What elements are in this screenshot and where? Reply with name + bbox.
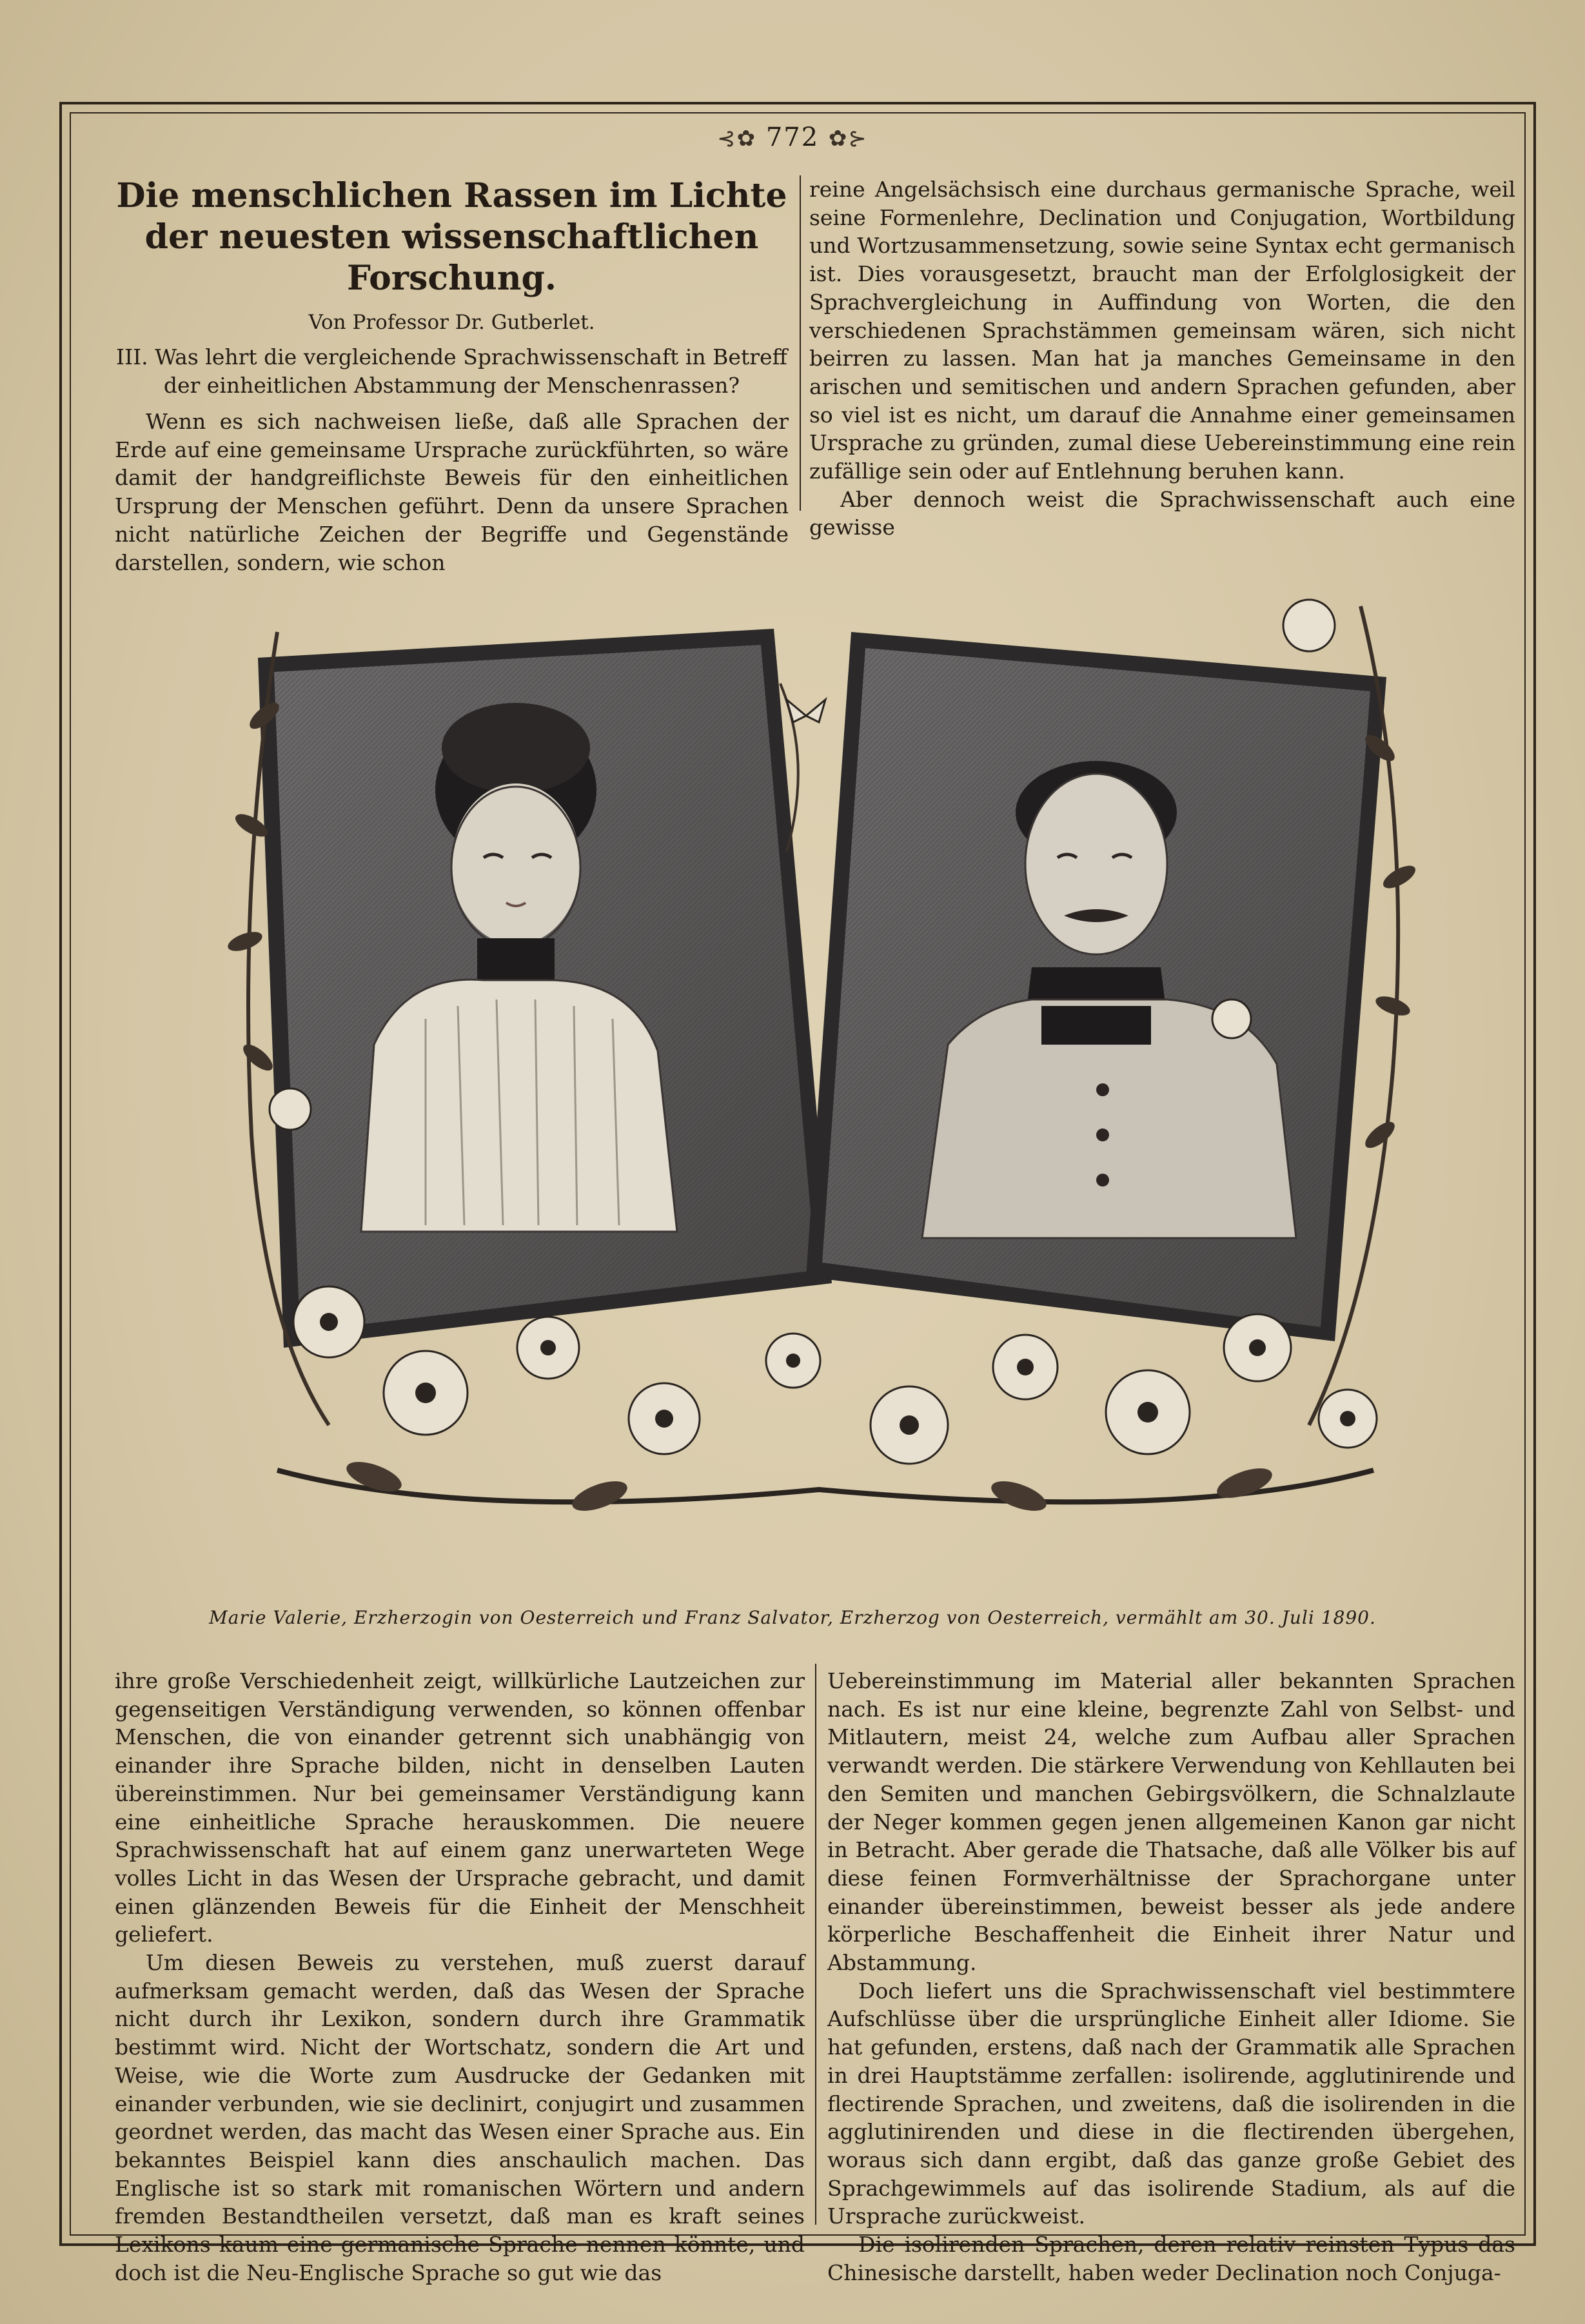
bottom-left-column — [115, 1667, 805, 2287]
portrait-frame-right — [806, 632, 1386, 1341]
portrait-frame-left — [258, 629, 832, 1348]
paragraph: Wenn es sich nachweisen ließe, daß alle Sprachen der Erde auf eine gemeinsame Ursprache zurückführten, so wäre damit der handgreiflichste Beweis für den einheitlichen Ursprung der Menschen geführt. Denn da unsere Sprachen nicht natürliche Zeichen der Begriffe und Gegenstände darstellen, sondern, wie schon — [115, 409, 789, 575]
paragraph: Uebereinstimmung im Material aller bekannten Sprachen nach. Es ist nur eine kleine, begrenzte Zahl von Selbst- und Mitlautern, meist 24, welche zum Aufbau aller Sprachen verwandt werden. Die stärkere Verwendung von Kehllauten bei den Semiten und manchen Gebirgsvölkern, die Schnalzlaute der Neger kommen gegen jenen allgemeinen Kanon gar nicht in Betracht. Aber gerade die Thatsache, daß alle Völker bis auf diese feinen Formverhältnisse der Sprachorgane unter einander übereinstimmen, beweist besser als jede andere körperliche Beschaffenheit die Einheit ihrer Natur und Abstammung. — [827, 1668, 1515, 1976]
top-right-column — [809, 175, 1515, 542]
top-left-column — [115, 175, 789, 576]
article-byline: Von Professor Dr. Gutberlet. — [308, 311, 595, 334]
illustration-caption: Marie Valerie, Erzherzogin von Oesterreich und Franz Salvator, Erzherzog von Oesterreich, vermählt am 30. Juli 1890. — [209, 1607, 1376, 1628]
ornament-left-icon: ⊰✿ — [717, 126, 757, 152]
paragraph: Aber dennoch weist die Sprachwissenschaft auch eine gewisse — [809, 486, 1515, 540]
paragraph: Die isolirenden Sprachen, deren relativ reinsten Typus das Chinesische darstellt, haben weder Declination noch Conjuga- — [827, 2232, 1515, 2285]
page-number: 772 — [765, 123, 820, 152]
paragraph: Doch liefert uns die Sprachwissenschaft viel bestimmtere Aufschlüsse über die ursprüngliche Einheit aller Idiome. Sie hat gefunden, erstens, daß nach der Grammatik alle Sprachen in drei Hauptstämme zerfallen: isolirende, agglutinirende und flectirende Sprachen, und zweitens, daß die isolirenden in die agglutinirenden und diese in die flectirenden übergehen, woraus sich dann ergibt, daß das ganze große Gebiet des Sprachgewimmels auf das isolirende Stadium, als auf die Ursprache zurückweist. — [827, 1978, 1515, 2229]
page-number-header — [0, 123, 1585, 152]
bottom-right-column — [827, 1667, 1515, 2287]
column-divider-top — [800, 175, 801, 511]
portrait-engraving — [213, 555, 1425, 1586]
paragraph: Um diesen Beweis zu verstehen, muß zuerst darauf aufmerksam gemacht werden, daß das Wesen der Sprache nicht durch ihr Lexikon, sondern durch ihre Grammatik bestimmt wird. Nicht der Wortschatz, sondern die Art und Weise, wie die Worte zum Ausdrucke der Gedanken mit einander verbunden, wie sie declinirt, conjugirt und zusammen geordnet werden, das macht das Wesen einer Sprache aus. Ein bekanntes Beispiel kann dies anschaulich machen. Das Englische ist so stark mit romanischen Wörtern und andern fremden Bestandtheilen versetzt, daß man es kraft seines Lexikons kaum eine germanische Sprache nennen könnte, und doch ist die Neu-Englische Sprache so gut wie das — [115, 1950, 805, 2285]
butterfly-icon — [787, 700, 825, 722]
section-heading: III. Was lehrt die vergleichende Sprachwissenschaft in Betreff der einheitlichen Abstammung der Menschenrassen? — [116, 344, 787, 398]
column-divider-bottom — [815, 1664, 816, 2225]
article-title: Die menschlichen Rassen im Lichte der neuesten wissenschaftlichen Forschung. — [116, 176, 787, 298]
paragraph: reine Angelsächsisch eine durchaus germanische Sprache, weil seine Formenlehre, Declination und Conjugation, Wortbildung und Wortzusammensetzung, sowie seine Syntax echt germanisch ist. Dies vorausgesetzt, braucht man der Erfolglosigkeit der Sprachvergleichung in Auffindung von Worten, die den verschiedenen Sprachstämmen gemeinsam wären, sich nicht beirren zu lassen. Man hat ja manches Gemeinsame in den arischen und semitischen und andern Sprachen gefunden, aber so viel ist es nicht, um darauf die Annahme einer gemeinsamen Ursprache zu gründen, zumal diese Uebereinstimmung eine rein zufällige sein oder auf Entlehnung beruhen kann. — [809, 177, 1515, 484]
paragraph: ihre große Verschiedenheit zeigt, willkürliche Lautzeichen zur gegenseitigen Verständigung verwenden, so können offenbar Menschen, die von einander getrennt sich unabhängig von einander ihre Sprache bilden, nicht in denselben Lauten übereinstimmen. Nur bei gemeinsamer Verständigung kann eine einheitliche Sprache herauskommen. Die neuere Sprachwissenschaft hat auf einem ganz unerwarteten Wege volles Licht in das Wesen der Ursprache gebracht, und damit einen glänzenden Beweis für die Einheit der Menschheit geliefert. — [115, 1668, 805, 1947]
ornament-right-icon: ✿⊱ — [828, 126, 868, 152]
